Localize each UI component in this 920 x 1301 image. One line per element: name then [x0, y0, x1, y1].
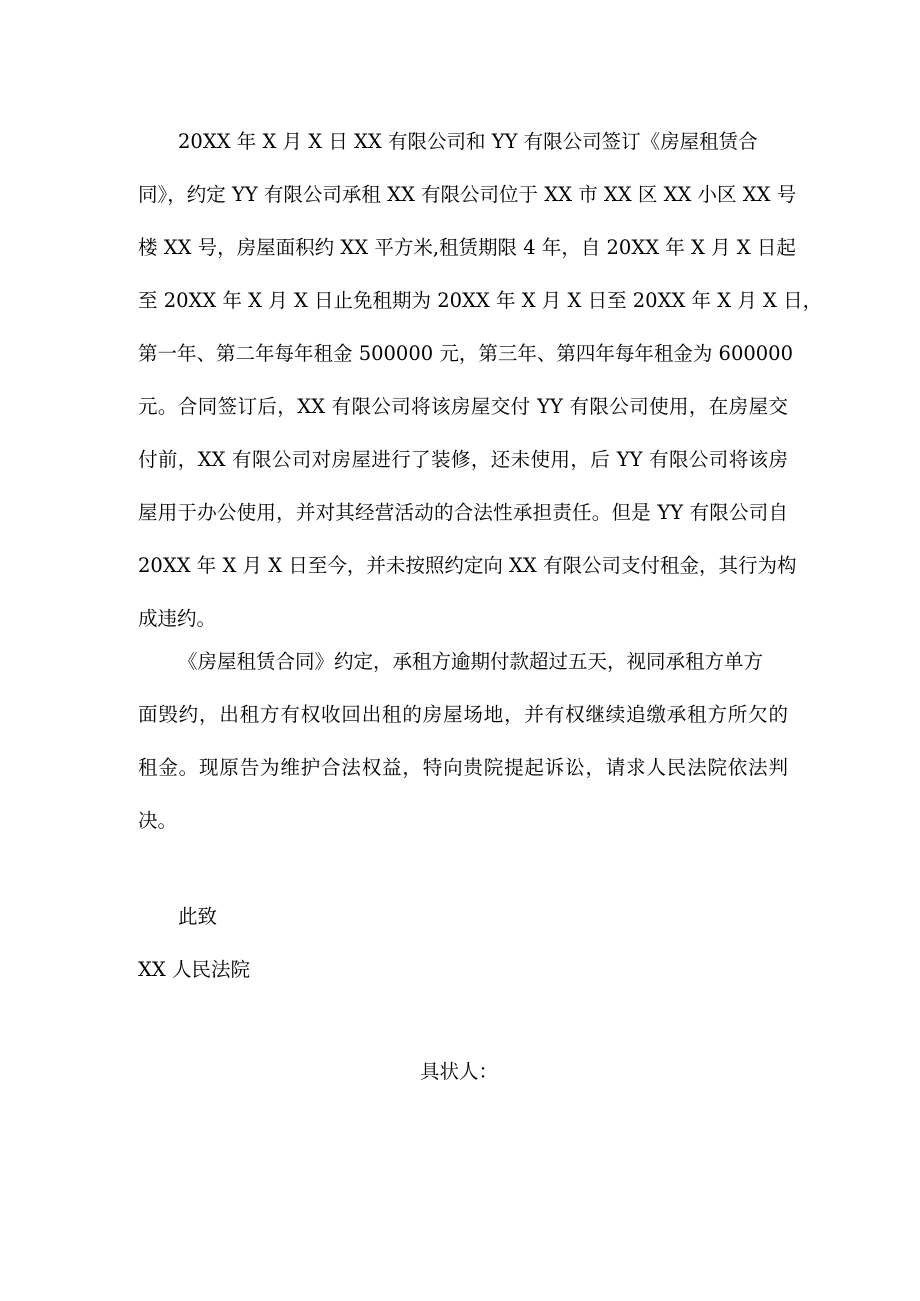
paragraph-line: 元。合同签订后，XX 有限公司将该房屋交付 YY 有限公司使用，在房屋交	[138, 395, 788, 418]
paragraph-line: 至 20XX 年 X 月 X 日止免租期为 20XX 年 X 月 X 日至 20XX 年 X 月 X 日，	[138, 289, 823, 312]
paragraph-line: 面毁约，出租方有权收回出租的房屋场地，并有权继续追缴承租方所欠的	[138, 703, 788, 726]
paragraph-line: 租金。现原告为维护合法权益，特向贵院提起诉讼，请求人民法院依法判	[138, 756, 788, 779]
paragraph-line: 成违约。	[138, 607, 217, 630]
paragraph-line: 20XX 年 X 月 X 日至今，并未按照约定向 XX 有限公司支付租金，其行为构	[138, 554, 797, 577]
signature-label: 具状人：	[420, 1060, 499, 1083]
paragraph-line: 付前，XX 有限公司对房屋进行了装修，还未使用，后 YY 有限公司将该房	[138, 448, 788, 471]
salutation: 此致	[178, 905, 218, 928]
paragraph-line: 同》，约定 YY 有限公司承租 XX 有限公司位于 XX 市 XX 区 XX 小区 XX 号	[138, 183, 797, 206]
paragraph-line: 《房屋租赁合同》约定，承租方逾期付款超过五天，视同承租方单方	[178, 650, 764, 673]
court-recipient: XX 人民法院	[138, 958, 250, 981]
paragraph-line: 屋用于办公使用，并对其经营活动的合法性承担责任。但是 YY 有限公司自	[138, 501, 788, 524]
paragraph-line: 楼 XX 号，房屋面积约 XX 平方米,租赁期限 4 年，自 20XX 年 X 月 X 日起	[138, 236, 796, 259]
paragraph-line: 第一年、第二年每年租金 500000 元，第三年、第四年每年租金为 600000	[138, 342, 793, 365]
paragraph-line: 20XX 年 X 月 X 日 XX 有限公司和 YY 有限公司签订《房屋租赁合	[178, 130, 758, 153]
paragraph-lease-facts	[138, 130, 823, 630]
paragraph-line: 决。	[138, 809, 178, 832]
paragraph-contract-terms	[138, 650, 788, 830]
